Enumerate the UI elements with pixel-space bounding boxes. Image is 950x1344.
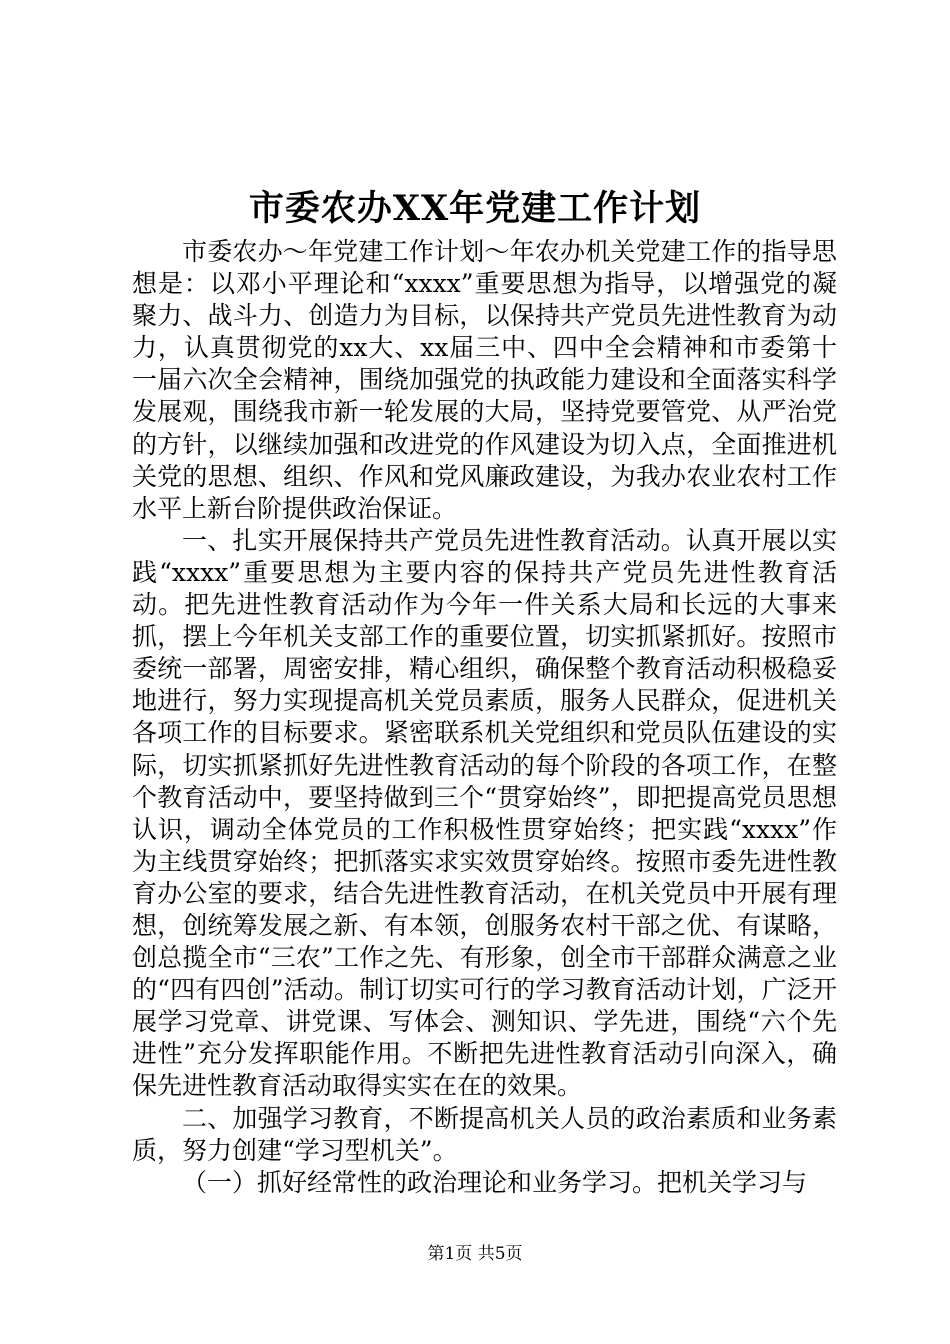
paragraph-section-two: 二、加强学习教育，不断提高机关人员的政治素质和业务素质，努力创建“学习型机关”。 bbox=[132, 1103, 837, 1165]
document-title: 市委农办XX年党建工作计划 bbox=[248, 188, 702, 229]
document-body bbox=[132, 236, 837, 1199]
paragraph-subsection-one: （一）抓好经常性的政治理论和业务学习。把机关学习与 bbox=[182, 1167, 808, 1197]
paragraph-section-one: 一、扎实开展保持共产党员先进性教育活动。认真开展以实践“xxxx”重要思想为主要内容的保持共产党员先进性教育活动。把先进性教育活动作为今年一件关系大局和长远的大事来抓，摆上今年机关支部工作的重要位置，切实抓紧抓好。按照市委统一部署，周密安排，精心组织，确保整个教育活动积极稳妥地进行，努力实现提高机关党员素质，服务人民群众，促进机关各项工作的目标要求。紧密联系机关党组织和党员队伍建设的实际，切实抓紧抓好先进性教育活动的每个阶段的各项工作，在整个教育活动中，要坚持做到三个“贯穿始终”，即把提高党员思想认识，调动全体党员的工作积极性贯穿始终；把实践“xxxx”作为主线贯穿始终；把抓落实求实效贯穿始终。按照市委先进性教育办公室的要求，结合先进性教育活动，在机关党员中开展有理想，创统筹发展之新、有本领，创服务农村干部之优、有谋略，创总揽全市“三农”工作之先、有形象，创全市干部群众满意之业的“四有四创”活动。制订切实可行的学习教育活动计划，广泛开展学习党章、讲党课、写体会、测知识、学先进，围绕“六个先进性”充分发挥职能作用。不断把先进性教育活动引向深入，确保先进性教育活动取得实实在在的效果。 bbox=[132, 525, 837, 1101]
page-footer: 第1页 共5页 bbox=[427, 1244, 523, 1264]
paragraph-guiding-thought: 市委农办～年党建工作计划～年农办机关党建工作的指导思想是：以邓小平理论和“xxxx”重要思想为指导，以增强党的凝聚力、战斗力、创造力为目标，以保持共产党员先进性教育为动力，认真贯彻党的xx大、xx届三中、四中全会精神和市委第十一届六次全会精神，围绕加强党的执政能力建设和全面落实科学发展观，围绕我市新一轮发展的大局，坚持党要管党、从严治党的方针，以继续加强和改进党的作风建设为切入点，全面推进机关党的思想、组织、作风和党风廉政建设，为我办农业农村工作水平上新台阶提供政治保证。 bbox=[132, 237, 837, 523]
